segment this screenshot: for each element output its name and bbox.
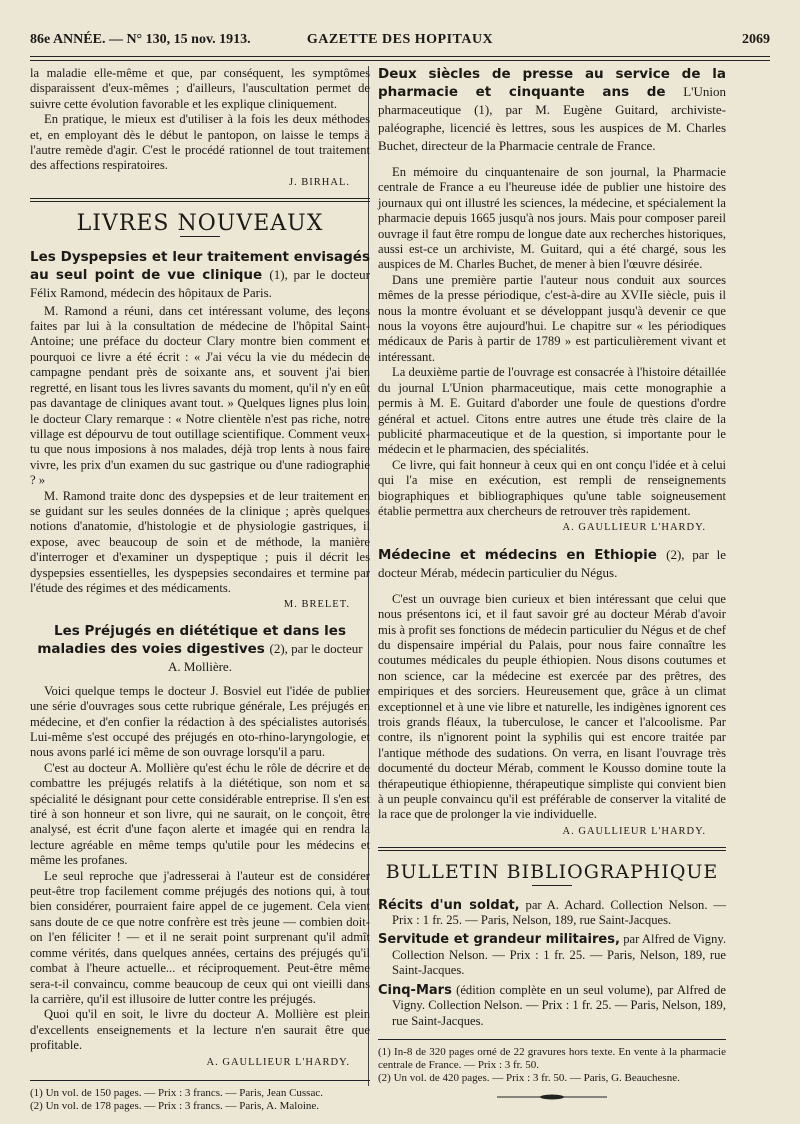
right-column [378,66,726,1106]
article-title-meta: (2), par le docteur A. Mollière. [168,640,363,674]
article-paragraph: La deuxième partie de l'ouvrage est consacrée à l'histoire détaillée du journal L'Union pharmaceutique, mais cette monographie a permis à M. E. Guitard d'aborder une foule de questions d'ordre général et actuel. Citons entre autres une étude très claire de la publicité pharmaceutique et de la question, si importante pour le médecin et le pharmacien, des spécialités. [378,365,726,457]
entry-title: Cinq-Mars [378,982,452,998]
section-rule [378,847,726,851]
article-signature: A. GAULLIEUR L'HARDY. [562,825,706,837]
article-paragraph: M. Ramond a réuni, dans cet intéressant volume, des leçons faites par lui à la consultation de médecine de l'hôpital Saint-Antoine; une préface du docteur Clary montre bien comment et pourquoi ce livre a été écrit : « J'ai vécu la vie du médecin de campagne pendant près de soixante ans, et souvent j'ai bien regretté, en lisant tous les livres savants du moment, qu'il n'y en eût pas davantage de cliniques avant tout. » Quelques lignes plus loin, le docteur Clary remarque : « Notre clientèle n'est pas riche, notre village est dépourvu de tout outillage scientifique. Comment veux-tu que nous imposions à nos malades, déjà trop lents à nous faire vivre, les prix d'un examen du suc gastrique ou d'une radiographie ? » [30,303,370,488]
footnote-1: (1) Un vol. de 150 pages. — Prix : 3 francs. — Paris, Jean Cussac. [30,1086,323,1099]
article-title-ethiopie [378,546,726,582]
article-title-meta: (2), par le docteur Mérab, médecin particulier du Négus. [378,546,727,580]
intro-paragraph-2: En pratique, le mieux est d'utiliser à la fois les deux méthodes et, en employant dès le début le pantopon, on laisse le temps à l'autre remède d'agir. C'est le procédé rationnel de tout traitement des affections respiratoires. [30,112,370,173]
article-title-prejuges [30,623,370,676]
article-paragraph: En mémoire du cinquantenaire de son journal, la Pharmacie centrale de France a eu l'heureuse idée de publier une histoire des journaux qui ont illustré les sciences, la médecine, et spécialement la pharmacie depuis 1665 jusqu'à nos jours. Mais pour composer pareil ouvrage il faut être rompu de longue date aux recherches historiques, aussi est-ce un archiviste, M. Guitard, qui a été chargé, sous les auspices de M. Charles Buchet, de mener à bien l'œuvre désirée. [378,165,726,272]
article-signature: A. GAULLIEUR L'HARDY. [206,1056,350,1068]
bibliography-entry [378,932,726,978]
article-title-text: Deux siècles de presse au service de la pharmacie et cinquante ans de [378,66,726,100]
left-column [30,66,370,1113]
article-title-meta: (1), par le docteur Félix Ramond, médecin des hôpitaux de Paris. [30,266,371,300]
article-title-dyspepsies [30,249,370,302]
article-signature: M. BRELET. [283,599,350,611]
article-paragraph: Le seul reproche que j'adresserai à l'auteur est de considérer peut-être trop facilement comme préjugés des notions qui, à tout bien considérer, pourraient faire appel de ce jugement. Cela vient sans doute de ce que notre confrère est très jeune — combien doit-on l'en féliciter ! — et il ne serait point surprenant qu'il admît comme vérités, dans quelques années, certains des préjugés qu'il combat à l'heure actuelle... et réciproquement. Peut-être même sera-t-il convaincu, comme beaucoup de ceux qui ont vieilli dans la carrière, qu'il est illusoire de lutter contre les préjugés. [30,868,370,1006]
footnote-rule [378,1039,726,1040]
article-signature: A. GAULLIEUR L'HARDY. [562,522,706,534]
article-paragraph: C'est au docteur A. Mollière qu'est échu le rôle de décrire et de combattre les préjugés relatifs à la diététique, son nom et sa spécialité le désignant pour cette considérable entreprise. Il s'en est tiré à son honneur et son livre, qui ne saurait, on le conçoit, être analysé, est écrit d'une façon alerte et imagée qui en rendra la lecture agréable en même temps qu'utile pour les médecins et même les profanes. [30,760,370,868]
end-ornament [378,1091,726,1106]
header-rule [30,56,770,57]
title-underline [532,885,572,886]
article-title-deux-siecles [378,66,726,155]
article-title-text: Les Préjugés en diététique et dans les maladies des voies digestives [37,622,346,657]
bibliography-entry [378,983,726,1029]
intro-paragraph-1: la maladie elle-même et que, par conséquent, les symptômes disparaissent d'eux-mêmes ; d'ailleurs, l'auscultation permet de suivre cette évolution favorable et les explique cliniquement. [30,66,370,111]
article-title-meta: L'Union pharmaceutique (1), par M. Eugène Guitard, archiviste-paléographe, licencié ès lettres, sous les auspices de M. Charles Buchet, directeur de la Pharmacie centrale de France. [378,84,726,153]
article-title-text: Médecine et médecins en Ethiopie [378,546,657,563]
header-rule-thin [30,60,770,61]
page-header [30,32,770,56]
intro-signature: J. BIRHAL. [288,176,350,188]
entry-details: par A. Achard. Collection Nelson. — Prix : 1 fr. 25. — Paris, Nelson, 189, rue Saint-Jacques. [392,897,726,928]
publication-title: GAZETTE DES HOPITAUX [306,32,494,47]
article-paragraph: Quoi qu'il en soit, le livre du docteur A. Mollière est plein d'excellents enseignements et la lecture n'en saurait être que profitable. [30,1007,370,1053]
entry-details: par Alfred de Vigny. Collection Nelson. — Prix : 1 fr. 25. — Paris, Nelson, 189, rue Saint-Jacques. [392,932,726,978]
bibliography-entry [378,898,726,929]
footnote-1: (1) In-8 de 320 pages orné de 22 gravures hors texte. En vente à la pharmacie centrale de France. — Prix : 3 fr. 50. [378,1045,726,1071]
footnote-rule [30,1080,370,1081]
ornament-icon [497,1093,607,1101]
bibliography-list [378,898,726,1029]
footnote-2: (2) Un vol. de 178 pages. — Prix : 3 francs. — Paris, A. Maloine. [30,1099,320,1112]
section-rule [30,198,370,202]
entry-title: Servitude et grandeur militaires, [378,932,620,948]
article-paragraph: M. Ramond traite donc des dyspepsies et de leur traitement en se guidant sur les seules données de la clinique ; après quelques notions d'anatomie, d'histologie et de physiologie gastriques, il expose, avec beaucoup de soin et de méthode, la manière d'interroger et d'examiner un dyspeptique ; puis il décrit les dyspepsies essentielles, les dyspepsies secondaires et termine par l'étude des régimes et des médicaments. [30,488,370,595]
article-paragraph: C'est un ouvrage bien curieux et bien intéressant que celui que nous présentons ici, et il faut savoir gré au docteur Mérab d'avoir mis à profit ses fonctions de médecin particulier du Négus et de chef du dispensaire impérial du Palais, pour nous faire connaître les coutumes médicales du peuple éthiopien. Nous disons coutumes et non science, car la médecine est exercée par des prêtres, des empiriques et des sorciers. Heureusement que, grâce à un climat exceptionnel et à une vie libre et naturelle, les indigènes ignorent ces trois grands fléaux, la tuberculose, le cancer et l'alcoolisme. Par contre, ils n'ignorent point la syphilis qui est encore traitée par l'antique méthode des sudations. On verra, en lisant l'ouvrage très documenté du docteur Mérab, comment le Kousso domine toute la thérapeutique éthiopienne, thérapeutique simpliste qui convient bien à un peuple convaincu qu'il est préférable de conserver la vitalité de la race que de prolonger la vie individuelle. [378,591,726,822]
entry-details: (édition complète en un seul volume), par Alfred de Vigny. Collection Nelson. — Prix : 1 fr. 25. — Paris, Nelson, 189, rue Saint-Jacques. [392,982,726,1028]
article-paragraph: Ce livre, qui fait honneur à ceux qui en ont conçu l'idée et à celui qui l'a mise en exécution, est rempli de renseignements biographiques et bibliographiques qu'une table soigneusement établie permettra aux chercheurs de retrouver très rapidement. [378,457,726,518]
article-paragraph: Voici quelque temps le docteur J. Bosviel eut l'idée de publier une série d'ouvrages sous cette rubrique générale, Les préjugés en médecine, et d'en confier la rédaction à des spécialistes autorisés. Lui-même s'est occupé des préjugés en oto-rhino-laryngologie, et nous avons parlé ici même de son ouvrage lorsqu'il a paru. [30,683,370,760]
issue-info: 86e ANNÉE. — N° 130, 15 nov. 1913. [30,32,251,47]
section-title-bulletin: BULLETIN BIBLIOGRAPHIQUE [385,861,719,884]
footnote-2: (2) Un vol. de 420 pages. — Prix : 3 fr. 50. — Paris, G. Beauchesne. [378,1071,680,1084]
page-number: 2069 [742,32,770,47]
entry-title: Récits d'un soldat, [378,897,520,913]
article-title-text: Les Dyspepsies et leur traitement envisagés au seul point de vue clinique [30,248,370,283]
section-title-livres-nouveaux: LIVRES NOUVEAUX [76,211,324,237]
article-paragraph: Dans une première partie l'auteur nous conduit aux sources mêmes de la presse périodique, c'est-à-dire au XVIIe siècle, puis il nous la montre évoluant et se développant jusqu'à devenir ce que nous la voyons être aujourd'hui. Le chapitre sur « les périodiques médicaux de Paris à partir de 1789 » est particulièrement vivant et intéressant. [378,272,726,364]
